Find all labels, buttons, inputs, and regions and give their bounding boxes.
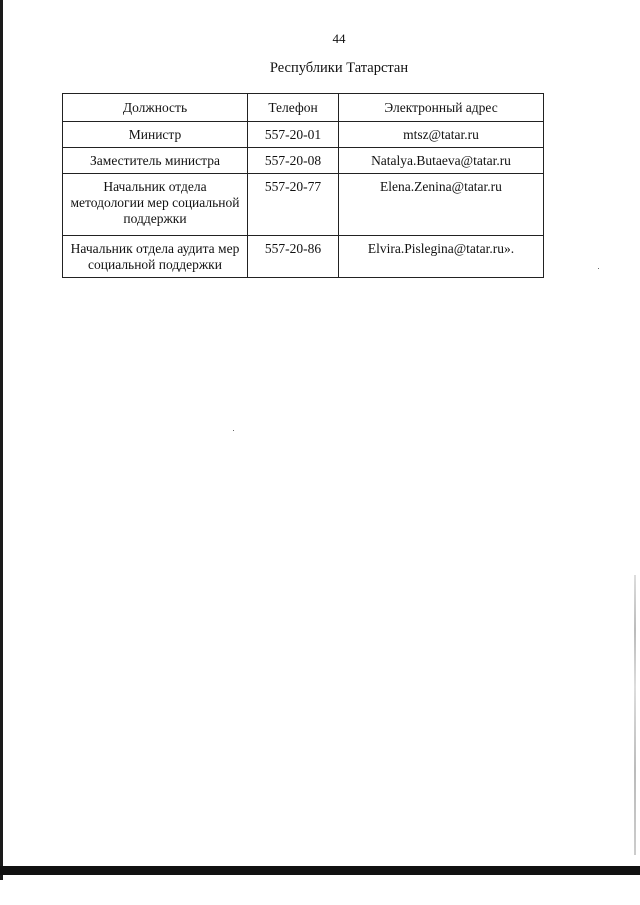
cell-phone: 557-20-77 <box>248 174 339 236</box>
scan-left-border <box>0 0 3 880</box>
cell-phone: 557-20-08 <box>248 148 339 174</box>
cell-email: mtsz@tatar.ru <box>339 122 544 148</box>
header-phone: Телефон <box>248 94 339 122</box>
scan-bottom-border <box>0 866 640 875</box>
cell-position: Министр <box>63 122 248 148</box>
cell-email: Elena.Zenina@tatar.ru <box>339 174 544 236</box>
table-row <box>63 236 544 278</box>
contacts-table <box>62 93 544 278</box>
table-row <box>63 122 544 148</box>
scan-speck <box>598 268 599 269</box>
document-heading: Республики Татарстан <box>269 60 409 76</box>
table-row <box>63 174 544 236</box>
cell-phone: 557-20-86 <box>248 236 339 278</box>
cell-position: Начальник отдела аудита мер социальной поддержки <box>63 236 248 278</box>
table-header-row <box>63 94 544 122</box>
cell-position: Заместитель министра <box>63 148 248 174</box>
page-number: 44 <box>332 31 346 46</box>
table-row <box>63 148 544 174</box>
cell-phone: 557-20-01 <box>248 122 339 148</box>
header-email: Электронный адрес <box>339 94 544 122</box>
header-position: Должность <box>63 94 248 122</box>
cell-email: Natalya.Butaeva@tatar.ru <box>339 148 544 174</box>
cell-email: Elvira.Pislegina@tatar.ru». <box>339 236 544 278</box>
cell-position: Начальник отдела методологии мер социальной поддержки <box>63 174 248 236</box>
scan-right-edge <box>634 575 636 855</box>
scan-speck <box>233 430 234 431</box>
